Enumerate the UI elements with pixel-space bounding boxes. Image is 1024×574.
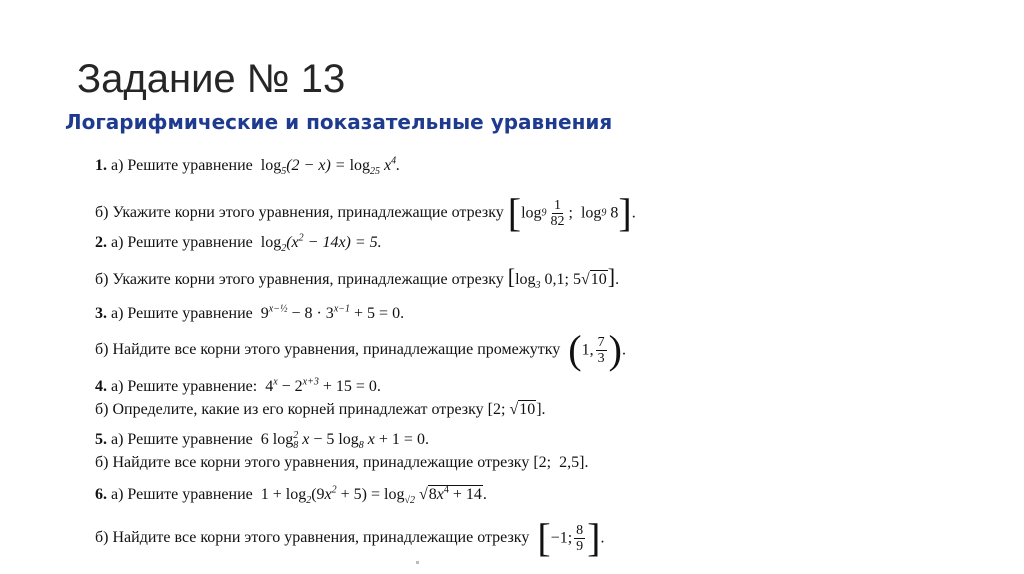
task-b-text: б) Найдите все корни этого уравнения, принадлежащие промежутку [95,341,561,358]
task-number: 1. [95,157,107,174]
task-a-text: а) Решите уравнение [111,305,253,322]
task-b-text: б) Найдите все корни этого уравнения, принадлежащие отрезку [95,454,530,471]
equation: $9^{x-\frac{1}{2}} - 8 \cdot 3^{x-1} + 5 = 0$. [260,303,405,322]
task-number: 2. [95,234,107,251]
interval: [$\log_3$ 0,1; 5√10]. [507,264,620,292]
interval: (1, $\frac{7}{3}$ ). [568,327,626,372]
interval: [2; √10]. [487,401,546,418]
task-number: 6. [95,486,107,503]
task-3-b [95,327,626,372]
interval: [2; 2,5]. [533,454,589,471]
equation: $1 + \log_2(9x^2 + 5) = \log_{√2} √8x^4 + 14$. [260,484,487,507]
interval: [log9 $\frac{1}{82}$ ; log9 8]. [507,190,636,235]
task-a-text: а) Решите уравнение [111,157,253,174]
task-b-text: б) Укажите корни этого уравнения, принадлежащие отрезку [95,204,504,221]
task-number: 5. [95,431,107,448]
task-5-b [95,455,588,471]
equation: 6 $\log_8^2 x - 5$ $\log_8 x + 1 = 0$. [260,429,429,452]
task-6-b [95,515,605,560]
task-number: 4. [95,378,107,395]
equation: $\log_5(2 - x) = \log_{25} x^4$. [260,155,401,178]
slide-title: Задание № 13 [77,57,346,101]
task-4-a [95,376,381,395]
footer-mark [416,561,419,564]
task-2-a [95,232,382,255]
task-number: 3. [95,305,107,322]
task-b-text: б) Найдите все корни этого уравнения, принадлежащие отрезку [95,529,530,546]
task-1-a [95,155,401,178]
task-4-b [95,402,546,418]
task-1-b [95,190,636,235]
task-a-text: а) Решите уравнение [111,486,253,503]
task-3-a [95,303,405,322]
task-5-a [95,429,429,452]
topic-heading: Логарифмические и показательные уравнения [65,110,613,134]
task-b-text: б) Определите, какие из его корней принадлежат отрезку [95,401,484,418]
interval: [−1; $\frac{8}{9}$ ]. [537,515,605,560]
task-2-b [95,264,620,292]
task-a-text: а) Решите уравнение: [111,378,258,395]
task-b-text: б) Укажите корни этого уравнения, принадлежащие отрезку [95,271,504,288]
task-6-a [95,484,487,507]
equation: $4^x - 2^{x+3} + 15 = 0$. [265,376,381,395]
task-a-text: а) Решите уравнение [111,234,253,251]
task-a-text: а) Решите уравнение [111,431,253,448]
equation: $\log_2(x^2 - 14x) = 5$. [260,232,382,255]
